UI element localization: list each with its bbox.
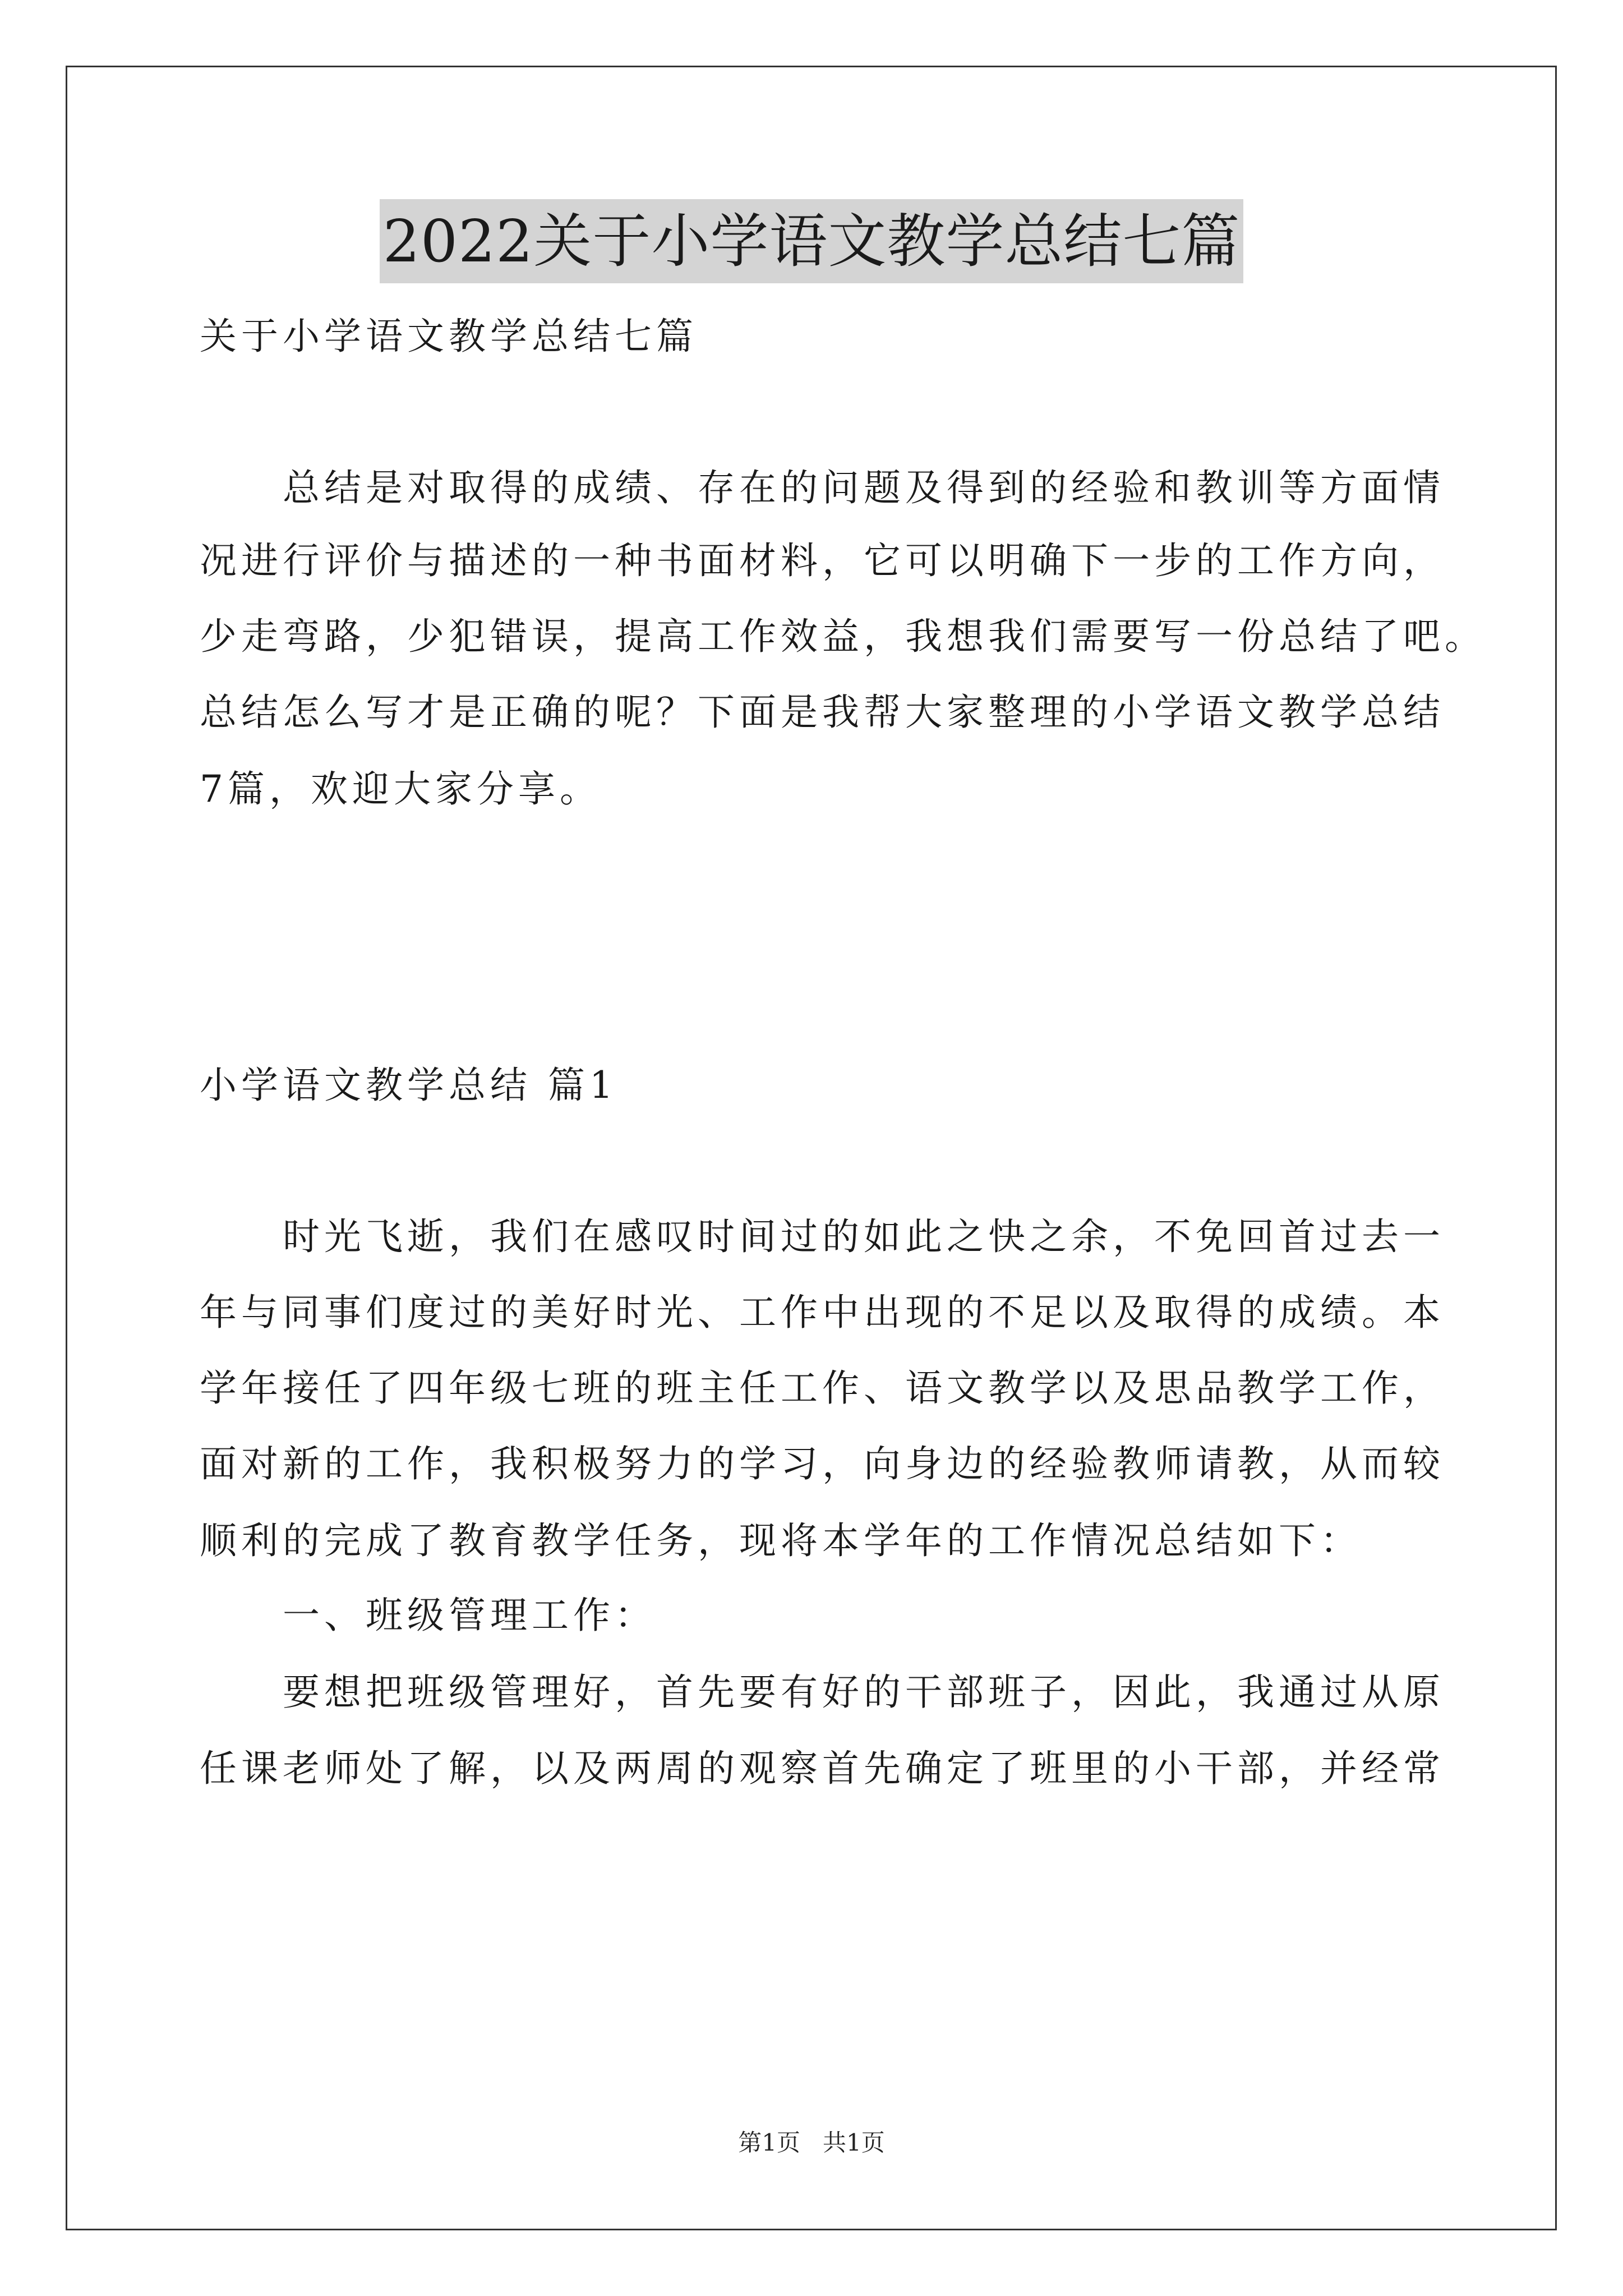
- document-title: 2022关于小学语文教学总结七篇: [380, 199, 1244, 283]
- body-line: 任课老师处了解，以及两周的观察首先确定了班里的小干部，并经常: [200, 1747, 1445, 1790]
- body-line: 要想把班级管理好，首先要有好的干部班子，因此，我通过从原: [283, 1671, 1445, 1714]
- intro-line: 7篇，欢迎大家分享。: [200, 767, 601, 811]
- body-line: 学年接任了四年级七班的班主任工作、语文教学以及思品教学工作，: [200, 1366, 1445, 1410]
- intro-line: 总结怎么写才是正确的呢？下面是我帮大家整理的小学语文教学总结: [200, 691, 1445, 734]
- body-line: 一、班级管理工作：: [283, 1594, 656, 1637]
- body-line: 顺利的完成了教育教学任务，现将本学年的工作情况总结如下：: [200, 1519, 1362, 1562]
- intro-line: 少走弯路，少犯错误，提高工作效益，我想我们需要写一份总结了吧。: [200, 615, 1486, 658]
- intro-line: 况进行评价与描述的一种书面材料，它可以明确下一步的工作方向，: [200, 539, 1445, 582]
- body-line: 时光飞逝，我们在感叹时间过的如此之快之余，不免回首过去一: [283, 1215, 1445, 1258]
- section-heading: 小学语文教学总结 篇1: [200, 1064, 617, 1107]
- title-container: [0, 199, 1623, 283]
- body-line: 年与同事们度过的美好时光、工作中出现的不足以及取得的成绩。本: [200, 1291, 1445, 1334]
- document-subtitle: 关于小学语文教学总结七篇: [200, 315, 698, 358]
- page-number: 第1页 共1页: [738, 2129, 885, 2156]
- intro-line: 总结是对取得的成绩、存在的问题及得到的经验和教训等方面情: [283, 466, 1445, 509]
- page-border: [66, 66, 1557, 2230]
- body-line: 面对新的工作，我积极努力的学习，向身边的经验教师请教，从而较: [200, 1442, 1445, 1485]
